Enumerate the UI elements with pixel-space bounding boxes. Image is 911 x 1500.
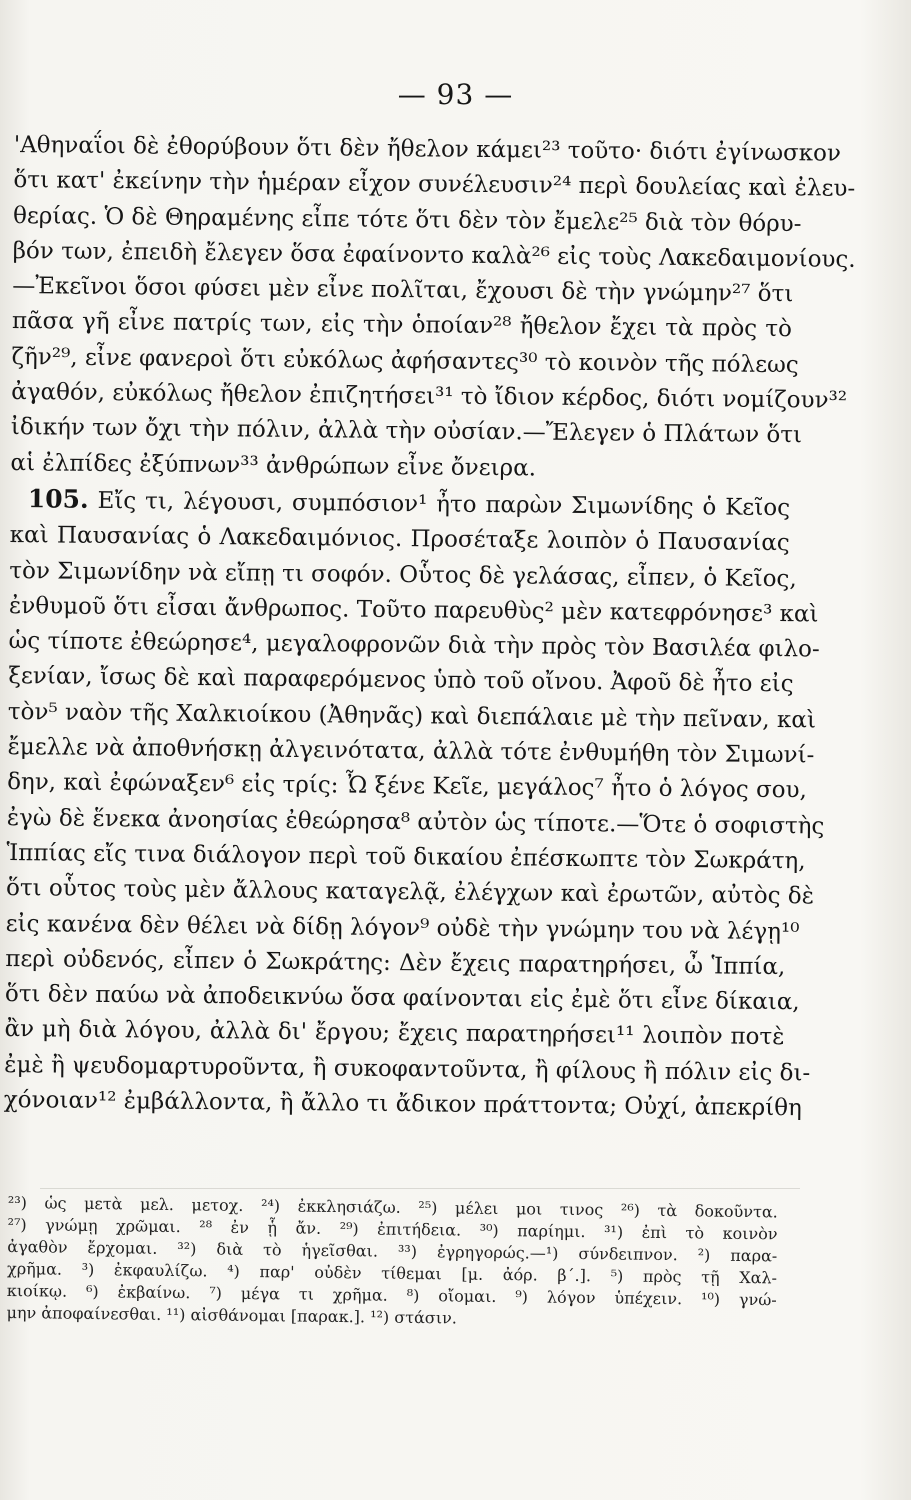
text-line: ὅτι οὗτος τοὺς μὲν ἄλλους καταγελᾷ, ἐλέγχων καὶ ἐρωτῶν, αὐτὸς δὲ — [5, 875, 815, 910]
text-line: ξενίαν, ἴσως δὲ καὶ παραφερόμενος ὑπὸ τοῦ οἴνου. Ἀφοῦ δὲ ἦτο εἰς — [8, 663, 794, 698]
page-number: — 93 — — [397, 78, 514, 111]
text-line: 'Αθηναΐοι δὲ ἐθορύβουν ὅτι δὲν ἤθελον κάμει²³ τοῦτο· διότι ἐγίνωσκον — [13, 131, 842, 167]
text-line: ὅτι κατ' ἐκείνην τὴν ἡμέραν εἶχον συνέλευσιν²⁴ περὶ δουλείας καὶ ἐλευ- — [13, 167, 856, 203]
text-line: αἱ ἐλπίδες ἐξύπνων³³ ἀνθρώπων εἶνε ὄνειρα. — [10, 449, 537, 482]
footnotes — [6, 1192, 778, 1333]
text-line: ζῆν²⁹, εἶνε φανεροὶ ὅτι εὐκόλως ἀφήσαντες³⁰ τὸ κοινὸν τῆς πόλεως — [11, 343, 799, 379]
text-line: ἂν μὴ διὰ λόγου, ἀλλὰ δι' ἔργου; ἔχεις παρατηρήσει¹¹ λοιπὸν ποτὲ — [4, 1016, 785, 1051]
section-number: 105. — [27, 484, 89, 514]
text-line: καὶ Παυσανίας ὁ Λακεδαιμόνιος. Προσέταξε λοιπὸν ὁ Παυσανίας — [9, 522, 790, 557]
footnote-line: ἀγαθὸν ἔρχομαι. ³²) διὰ τὸ ἡγεῖσθαι. ³³) ἐγρηγορώς.—¹) σύνδειπνον. ²) παρα- — [7, 1236, 778, 1266]
text-line: Ἱππίας εἴς τινα διάλογον περὶ τοῦ δικαίου ἐπέσκωπτε τὸν Σωκράτη, — [6, 839, 806, 875]
main-text — [3, 128, 856, 1126]
text-line: ὅτι δὲν παύω νὰ ἀποδεικνύω ὅσα φαίνονται εἰς ἐμὲ ὅτι εἶνε δίκαια, — [4, 981, 800, 1016]
text-line: ἔμελλε νὰ ἀποθνήσκῃ ἀλγεινότατα, ἀλλὰ τότε ἐνθυμήθη τὸν Σιμωνί- — [7, 734, 815, 769]
text-line: βόν των, ἐπειδὴ ἔλεγεν ὅσα ἐφαίνοντο καλὰ²⁶ εἰς τοὺς Λακεδαιμονίους. — [12, 237, 856, 273]
text-line: ἐμὲ ἢ ψευδομαρτυροῦντα, ἢ συκοφαντοῦντα, ἢ φίλους ἢ πόλιν εἰς δι- — [4, 1051, 811, 1087]
footnote-divider — [40, 1188, 800, 1189]
text-line: ἐνθυμοῦ ὅτι εἶσαι ἄνθρωπος. Τοῦτο παρευθὺς² μὲν κατεφρόνησε³ καὶ — [8, 592, 819, 628]
text-line: ὡς τίποτε ἐθεώρησε⁴, μεγαλοφρονῶν διὰ τὴν πρὸς τὸν Βασιλέα φιλο- — [8, 628, 820, 663]
footnote-line: μην ἀποφαίνεσθαι. ¹¹) αἰσθάνομαι [παρακ.]. ¹²) στάσιν. — [6, 1302, 458, 1328]
text-line: ἐγὼ δὲ ἕνεκα ἀνοησίας ἐθεώρησα⁸ αὐτὸν ὡς τίποτε.—Ὅτε ὁ σοφιστὴς — [6, 804, 825, 840]
text-line: ἀγαθόν, εὐκόλως ἤθελον ἐπιζητήσει³¹ τὸ ἴδιον κέρδος, διότι νομίζουν³² — [11, 379, 848, 414]
text-line: τὸν Σιμωνίδην νὰ εἴπῃ τι σοφόν. Οὗτος δὲ γελάσας, εἶπεν, ὁ Κεῖος, — [9, 557, 797, 592]
footnote-line: κιοίκῳ. ⁶) ἐκβαίνω. ⁷) μέγα τι χρῆμα. ⁸) οἴομαι. ⁹) λόγον ὑπέχειν. ¹⁰) γνώ- — [6, 1280, 777, 1310]
text-line: —Ἐκεῖνοι ὅσοι φύσει μὲν εἶνε πολῖται, ἔχουσι δὲ τὴν γνώμην²⁷ ὅτι — [12, 273, 794, 308]
text-segment: Εἴς τι, λέγουσι, συμπόσιον¹ ἦτο παρὼν Σιμωνίδης ὁ Κεῖος — [97, 487, 791, 522]
footnote-line: ²⁷) γνώμῃ χρῶμαι. ²⁸ ἐν ᾗ ἄν. ²⁹) ἐπιτήδεια. ³⁰) παρίημι. ³¹) ἐπὶ τὸ κοινὸν — [7, 1214, 778, 1244]
text-line: ἰδικήν των ὄχι τὴν πόλιν, ἀλλὰ τὴν οὐσίαν.—Ἔλεγεν ὁ Πλάτων ὅτι — [10, 414, 803, 449]
text-line: εἰς κανένα δὲν θέλει νὰ δίδῃ λόγον⁹ οὐδὲ τὴν γνώμην του νὰ λέγῃ¹⁰ — [5, 910, 800, 945]
text-line: χόνοιαν¹² ἐμβάλλοντα, ἢ ἄλλο τι ἄδικον πράττοντα; Οὐχί, ἀπεκρίθη — [3, 1086, 802, 1122]
text-line: θερίας. Ὁ δὲ Θηραμένης εἶπε τότε ὅτι δὲν τὸν ἔμελε²⁵ διὰ τὸν θόρυ- — [12, 202, 802, 237]
footnote-line: χρῆμα. ³) ἐκφαυλίζω. ⁴) παρ' οὐδὲν τίθεμαι [μ. ἀόρ. β΄.]. ⁵) πρὸς τῇ Χαλ- — [6, 1258, 778, 1288]
text-line: τὸν⁵ ναὸν τῆς Χαλκιοίκου (Ἀθηνᾶς) καὶ διεπάλαιε μὲ τὴν πεῖναν, καὶ — [7, 698, 817, 734]
footnote-line: ²³) ὡς μετὰ μελ. μετοχ. ²⁴) ἐκκλησιάζω. ²⁵) μέλει μοι τινος ²⁶) τὰ δοκοῦντα. — [7, 1192, 778, 1222]
text-line: πᾶσα γῆ εἶνε πατρίς των, εἰς τὴν ὁποίαν²⁸ ἤθελον ἔχει τὰ πρὸς τὸ — [11, 308, 793, 343]
text-line: περὶ οὐδενός, εἶπεν ὁ Σωκράτης: Δὲν ἔχεις παρατηρήσει, ὦ Ἱππία, — [5, 945, 786, 980]
text-line: δην, καὶ ἐφώναξεν⁶ εἰς τρίς: Ὦ ξένε Κεῖε, μεγάλος⁷ ἦτο ὁ λόγος σου, — [7, 769, 808, 804]
